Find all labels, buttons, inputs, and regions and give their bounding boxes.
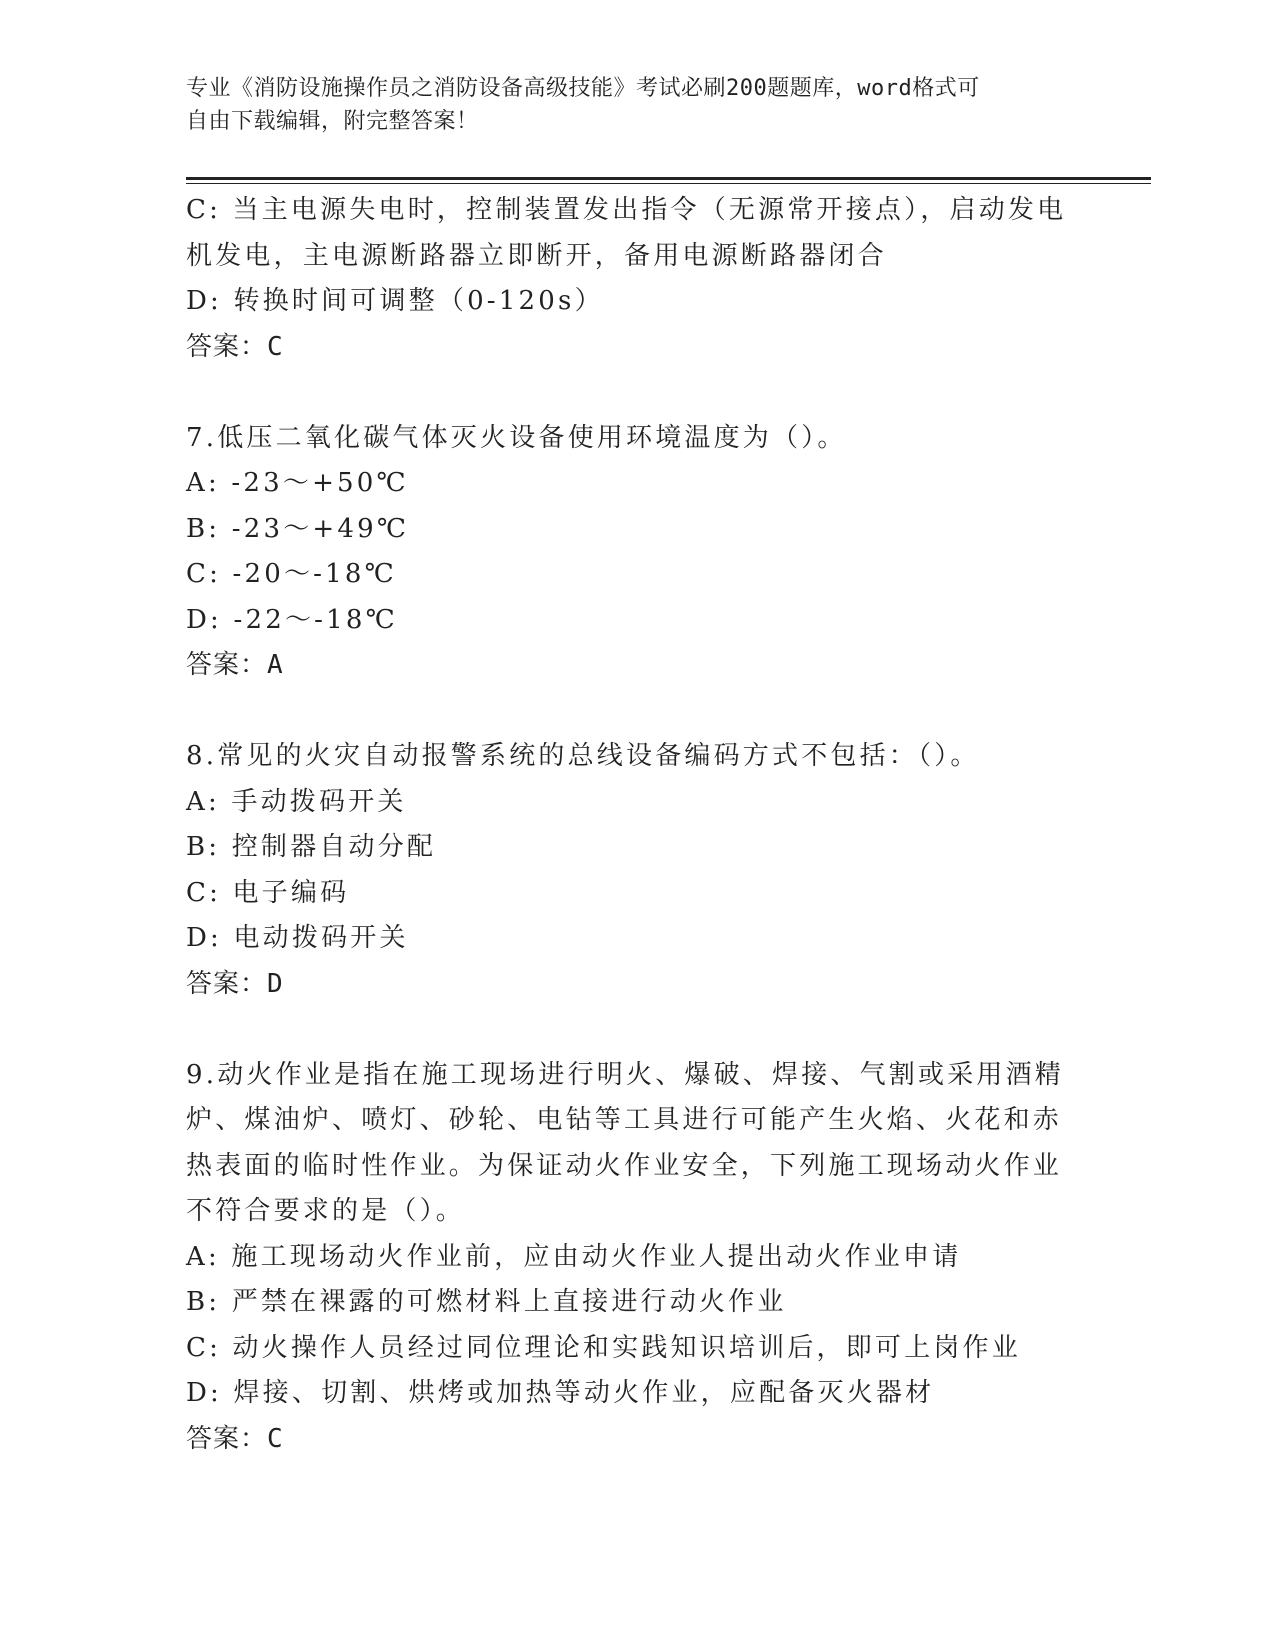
question-stem: 7.低压二氧化碳气体灭火设备使用环境温度为（）。 (186, 422, 847, 453)
option-b: B: -23～+49℃ (186, 513, 410, 544)
question-stem: 9.动火作业是指在施工现场进行明火、爆破、焊接、气割或采用酒精 (186, 1059, 1065, 1090)
option-c: C: 动火操作人员经过同位理论和实践知识培训后，即可上岗作业 (186, 1332, 1021, 1363)
option-b: B: 严禁在裸露的可燃材料上直接进行动火作业 (186, 1287, 787, 1317)
document-body (186, 188, 1076, 1462)
option-c: C: -20～-18℃ (186, 559, 397, 589)
option-a: A: 施工现场动火作业前，应由动火作业人提出动火作业申请 (186, 1241, 962, 1272)
question-8 (186, 734, 1076, 1007)
option-b: B: 控制器自动分配 (186, 832, 437, 862)
answer-line: 答案：D (186, 968, 284, 999)
header-line-2: 自由下载编辑，附完整答案！ (186, 109, 479, 134)
question-stem-continued: 不符合要求的是（）。 (186, 1196, 466, 1226)
option-d: D: -22～-18℃ (186, 604, 398, 635)
header-divider-thin (186, 183, 1151, 184)
question-9 (186, 1053, 1076, 1463)
option-a: A: 手动拨码开关 (186, 786, 407, 817)
header-line-1: 专业《消防设施操作员之消防设备高级技能》考试必刷200题题库，word格式可 (186, 76, 980, 101)
previous-question-tail (186, 188, 1076, 370)
option-d: D: 电动拨码开关 (186, 923, 409, 953)
header-divider-thick (186, 177, 1151, 180)
option-c: C: 电子编码 (186, 877, 350, 908)
option-c: C: 当主电源失电时，控制装置发出指令（无源常开接点），启动发电 (186, 195, 1067, 225)
spacer (186, 1007, 1076, 1053)
document-header (186, 72, 1066, 138)
question-stem: 8.常见的火灾自动报警系统的总线设备编码方式不包括：（）。 (186, 741, 980, 771)
question-7 (186, 416, 1076, 689)
question-stem-continued: 炉、煤油炉、喷灯、砂轮、电钻等工具进行可能产生火焰、火花和赤 (186, 1105, 1063, 1135)
option-a: A: -23～+50℃ (186, 468, 409, 498)
question-stem-continued: 热表面的临时性作业。为保证动火作业安全，下列施工现场动火作业 (186, 1150, 1063, 1181)
spacer (186, 370, 1076, 416)
option-c-continued: 机发电，主电源断路器立即断开，备用电源断路器闭合 (186, 240, 887, 271)
option-d: D: 转换时间可调整（0-120s） (186, 286, 604, 316)
answer-line: 答案：C (186, 1423, 284, 1454)
spacer (186, 689, 1076, 735)
answer-line: 答案：A (186, 650, 284, 680)
answer-line: 答案：C (186, 331, 284, 362)
option-d: D: 焊接、切割、烘烤或加热等动火作业，应配备灭火器材 (186, 1378, 935, 1408)
